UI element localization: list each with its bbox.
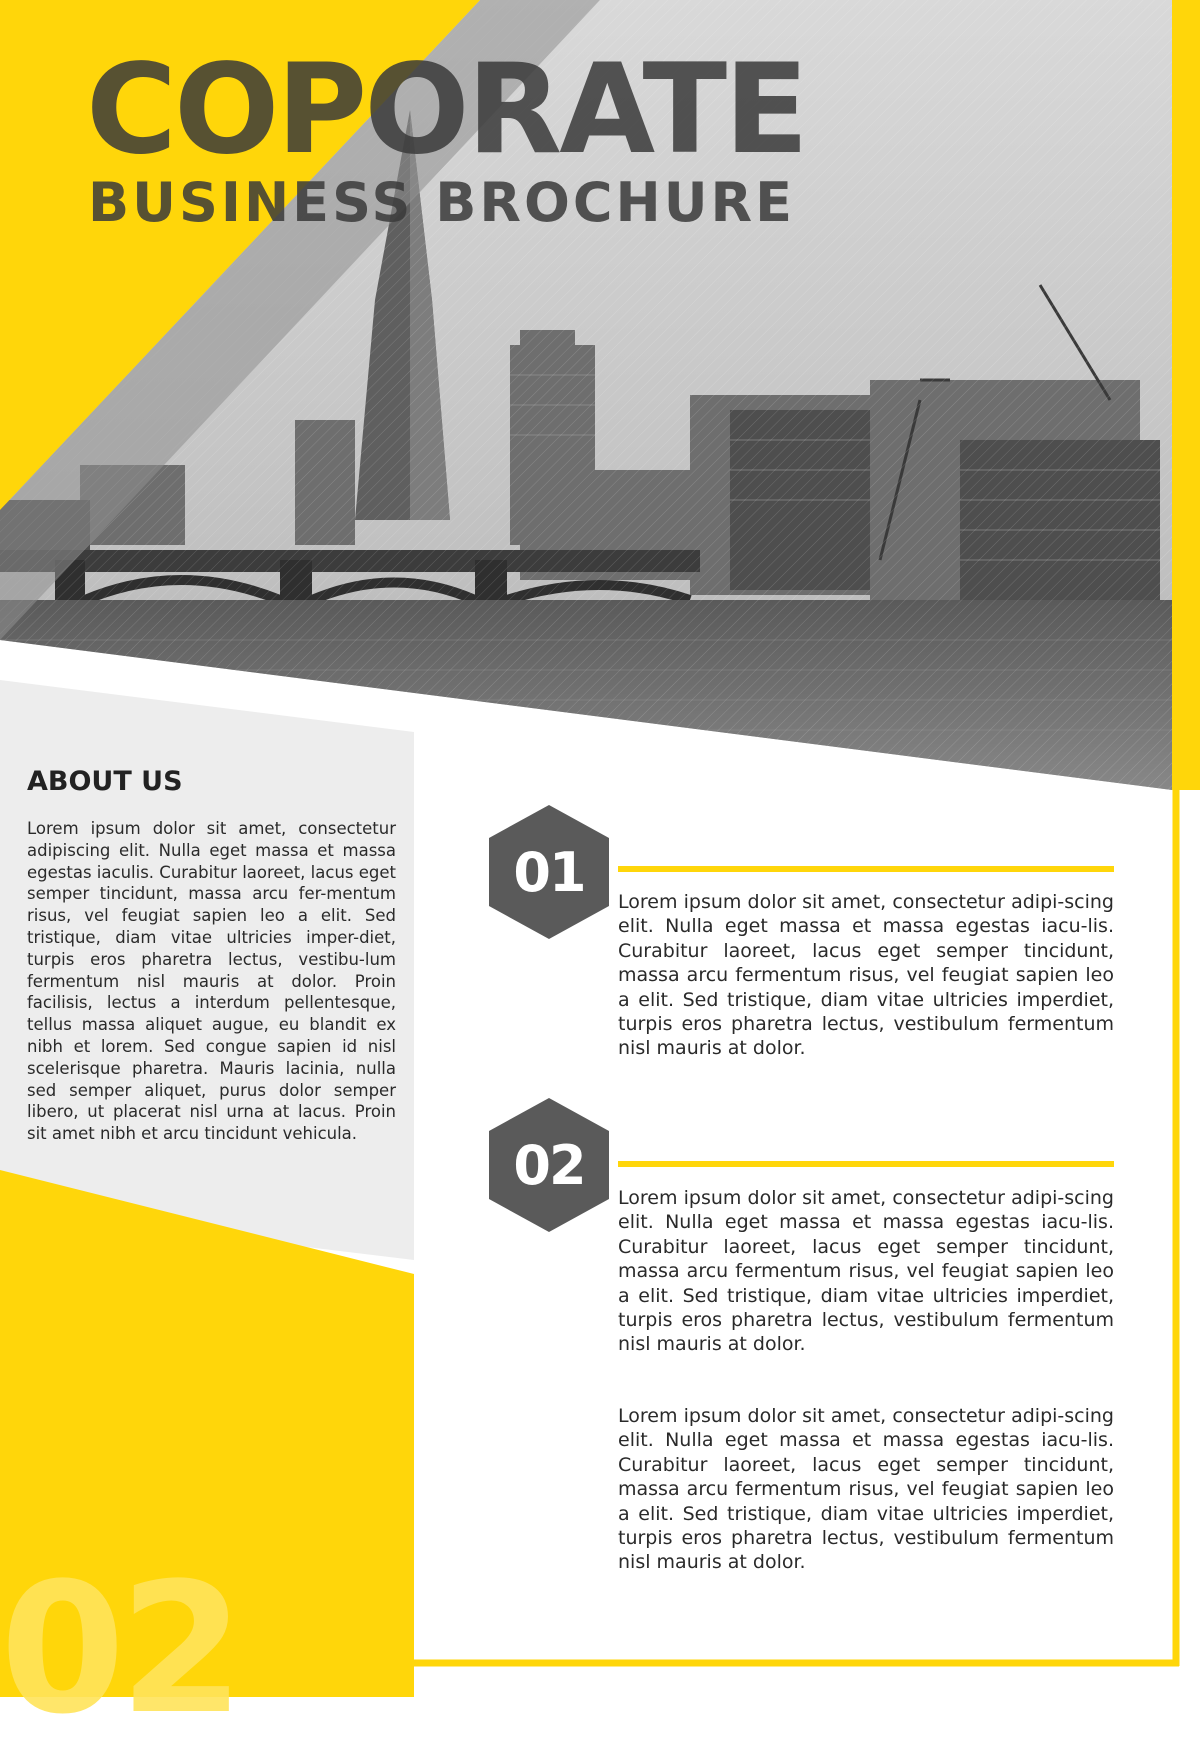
step-02-badge	[489, 1098, 609, 1232]
step-01-divider	[618, 866, 1114, 872]
step-02-text: Lorem ipsum dolor sit amet, consectetur adipi-scing elit. Nulla eget massa et massa egestas iacu-lis. Curabitur laoreet, lacus eget semper tincidunt, massa arcu fermentum risus, vel feugiat sapien leo a elit. Sed tristique, diam vitae ultricies imperdiet, turpis eros pharetra lectus, vestibulum fermentum nisl mauris at dolor.	[618, 1187, 1114, 1356]
brochure-subtitle: BUSINESS BROCHURE	[88, 171, 796, 234]
closing-text: Lorem ipsum dolor sit amet, consectetur adipi-scing elit. Nulla eget massa et massa egestas iacu-lis. Curabitur laoreet, lacus eget semper tincidunt, massa arcu fermentum risus, vel feugiat sapien leo a elit. Sed tristique, diam vitae ultricies imperdiet, turpis eros pharetra lectus, vestibulum fermentum nisl mauris at dolor.	[618, 1405, 1114, 1574]
step-01-badge	[489, 805, 609, 939]
step-02-number: 02	[513, 1133, 585, 1197]
page-number-watermark: 02	[0, 1545, 239, 1754]
step-01-number: 01	[513, 840, 585, 904]
about-heading: ABOUT US	[27, 766, 183, 797]
brochure-title: COPORATE	[86, 38, 806, 182]
step-01-text: Lorem ipsum dolor sit amet, consectetur adipi-scing elit. Nulla eget massa et massa egestas iacu-lis. Curabitur laoreet, lacus eget semper tincidunt, massa arcu fermentum risus, vel feugiat sapien leo a elit. Sed tristique, diam vitae ultricies imperdiet, turpis eros pharetra lectus, vestibulum fermentum nisl mauris at dolor.	[618, 891, 1114, 1060]
step-02-divider	[618, 1161, 1114, 1167]
frame-right-strip	[1172, 0, 1200, 790]
about-text: Lorem ipsum dolor sit amet, consectetur adipiscing elit. Nulla eget massa et massa egestas iaculis. Curabitur laoreet, lacus eget semper tincidunt, massa arcu fer-mentum risus, vel feugiat sapien leo a elit. Sed tristique, diam vitae ultricies imper-diet, turpis eros pharetra lectus, vestibu-lum fermentum nisl mauris at dolor. Proin facilisis, lectus a interdum pellentesque, tellus massa aliquet augue, eu blandit ex nibh et lorem. Sed congue sapien id nisl scelerisque pharetra. Mauris lacinia, nulla sed semper aliquet, purus dolor semper libero, ut placerat nisl urna at lacus. Proin sit amet nibh et arcu tincidunt vehicula.	[27, 819, 396, 1144]
